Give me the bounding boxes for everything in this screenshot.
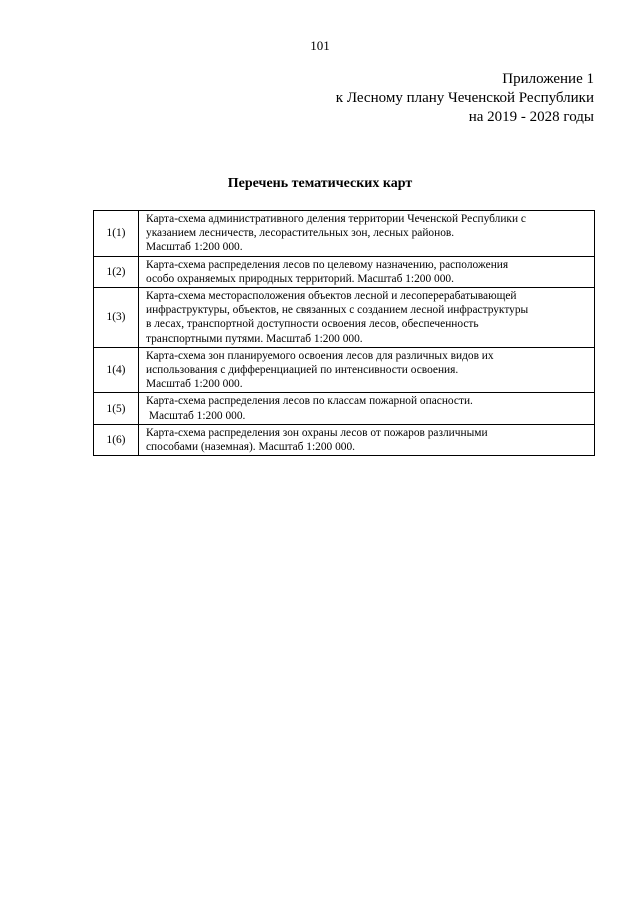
table-row [94,211,595,257]
map-number: 1(6) [94,424,139,455]
description-line: инфраструктуры, объектов, не связанных с созданием лесной инфраструктуры [146,304,529,317]
description-line: в лесах, транспортной доступности освоения лесов, обеспеченность [146,318,479,331]
description-line: Карта-схема месторасположения объектов лесной и лесоперерабатывающей [146,290,517,303]
map-number: 1(4) [94,347,139,393]
document-title: Перечень тематических карт [227,176,413,191]
description-line: Масштаб 1:200 000. [146,378,243,391]
description-line: Карта-схема распределения лесов по классам пожарной опасности. [146,395,473,408]
appendix-header [336,70,594,127]
map-description [139,256,595,287]
description-line: способами (наземная). Масштаб 1:200 000. [146,441,356,454]
table-row [94,288,595,348]
description-line: Карта-схема распределения зон охраны лесов от пожаров различными [146,426,488,439]
map-description [139,424,595,455]
appendix-line-3: на 2019 - 2028 годы [468,109,594,125]
appendix-line-2: к Лесному плану Чеченской Республики [335,90,594,106]
map-number: 1(1) [94,211,139,257]
map-number: 1(2) [94,256,139,287]
description-line: использования с дифференциацией по интенсивности освоения. [146,364,459,377]
table-row [94,424,595,455]
page-number: 101 [310,38,330,53]
description-line: указанием лесничеств, лесорастительных зон, лесных районов. [146,227,455,240]
description-line: Карта-схема распределения лесов по целевому назначению, расположения [146,258,509,271]
thematic-maps-table [93,210,595,456]
table-row [94,256,595,287]
description-line: Карта-схема зон планируемого освоения лесов для различных видов их [146,349,494,362]
description-line: Масштаб 1:200 000. [146,409,246,422]
description-line: особо охраняемых природных территорий. Масштаб 1:200 000. [146,272,454,285]
appendix-line-1: Приложение 1 [502,71,594,87]
map-description [139,347,595,393]
description-line: Карта-схема административного деления территории Чеченской Республики с [146,213,526,225]
description-line: транспортными путями. Масштаб 1:200 000. [146,332,363,345]
table-row [94,347,595,393]
map-number: 1(5) [94,393,139,424]
map-number: 1(3) [94,288,139,348]
table-row [94,393,595,424]
map-description [139,393,595,424]
map-description [139,288,595,348]
description-line: Масштаб 1:200 000. [146,241,243,254]
map-description [139,211,595,257]
